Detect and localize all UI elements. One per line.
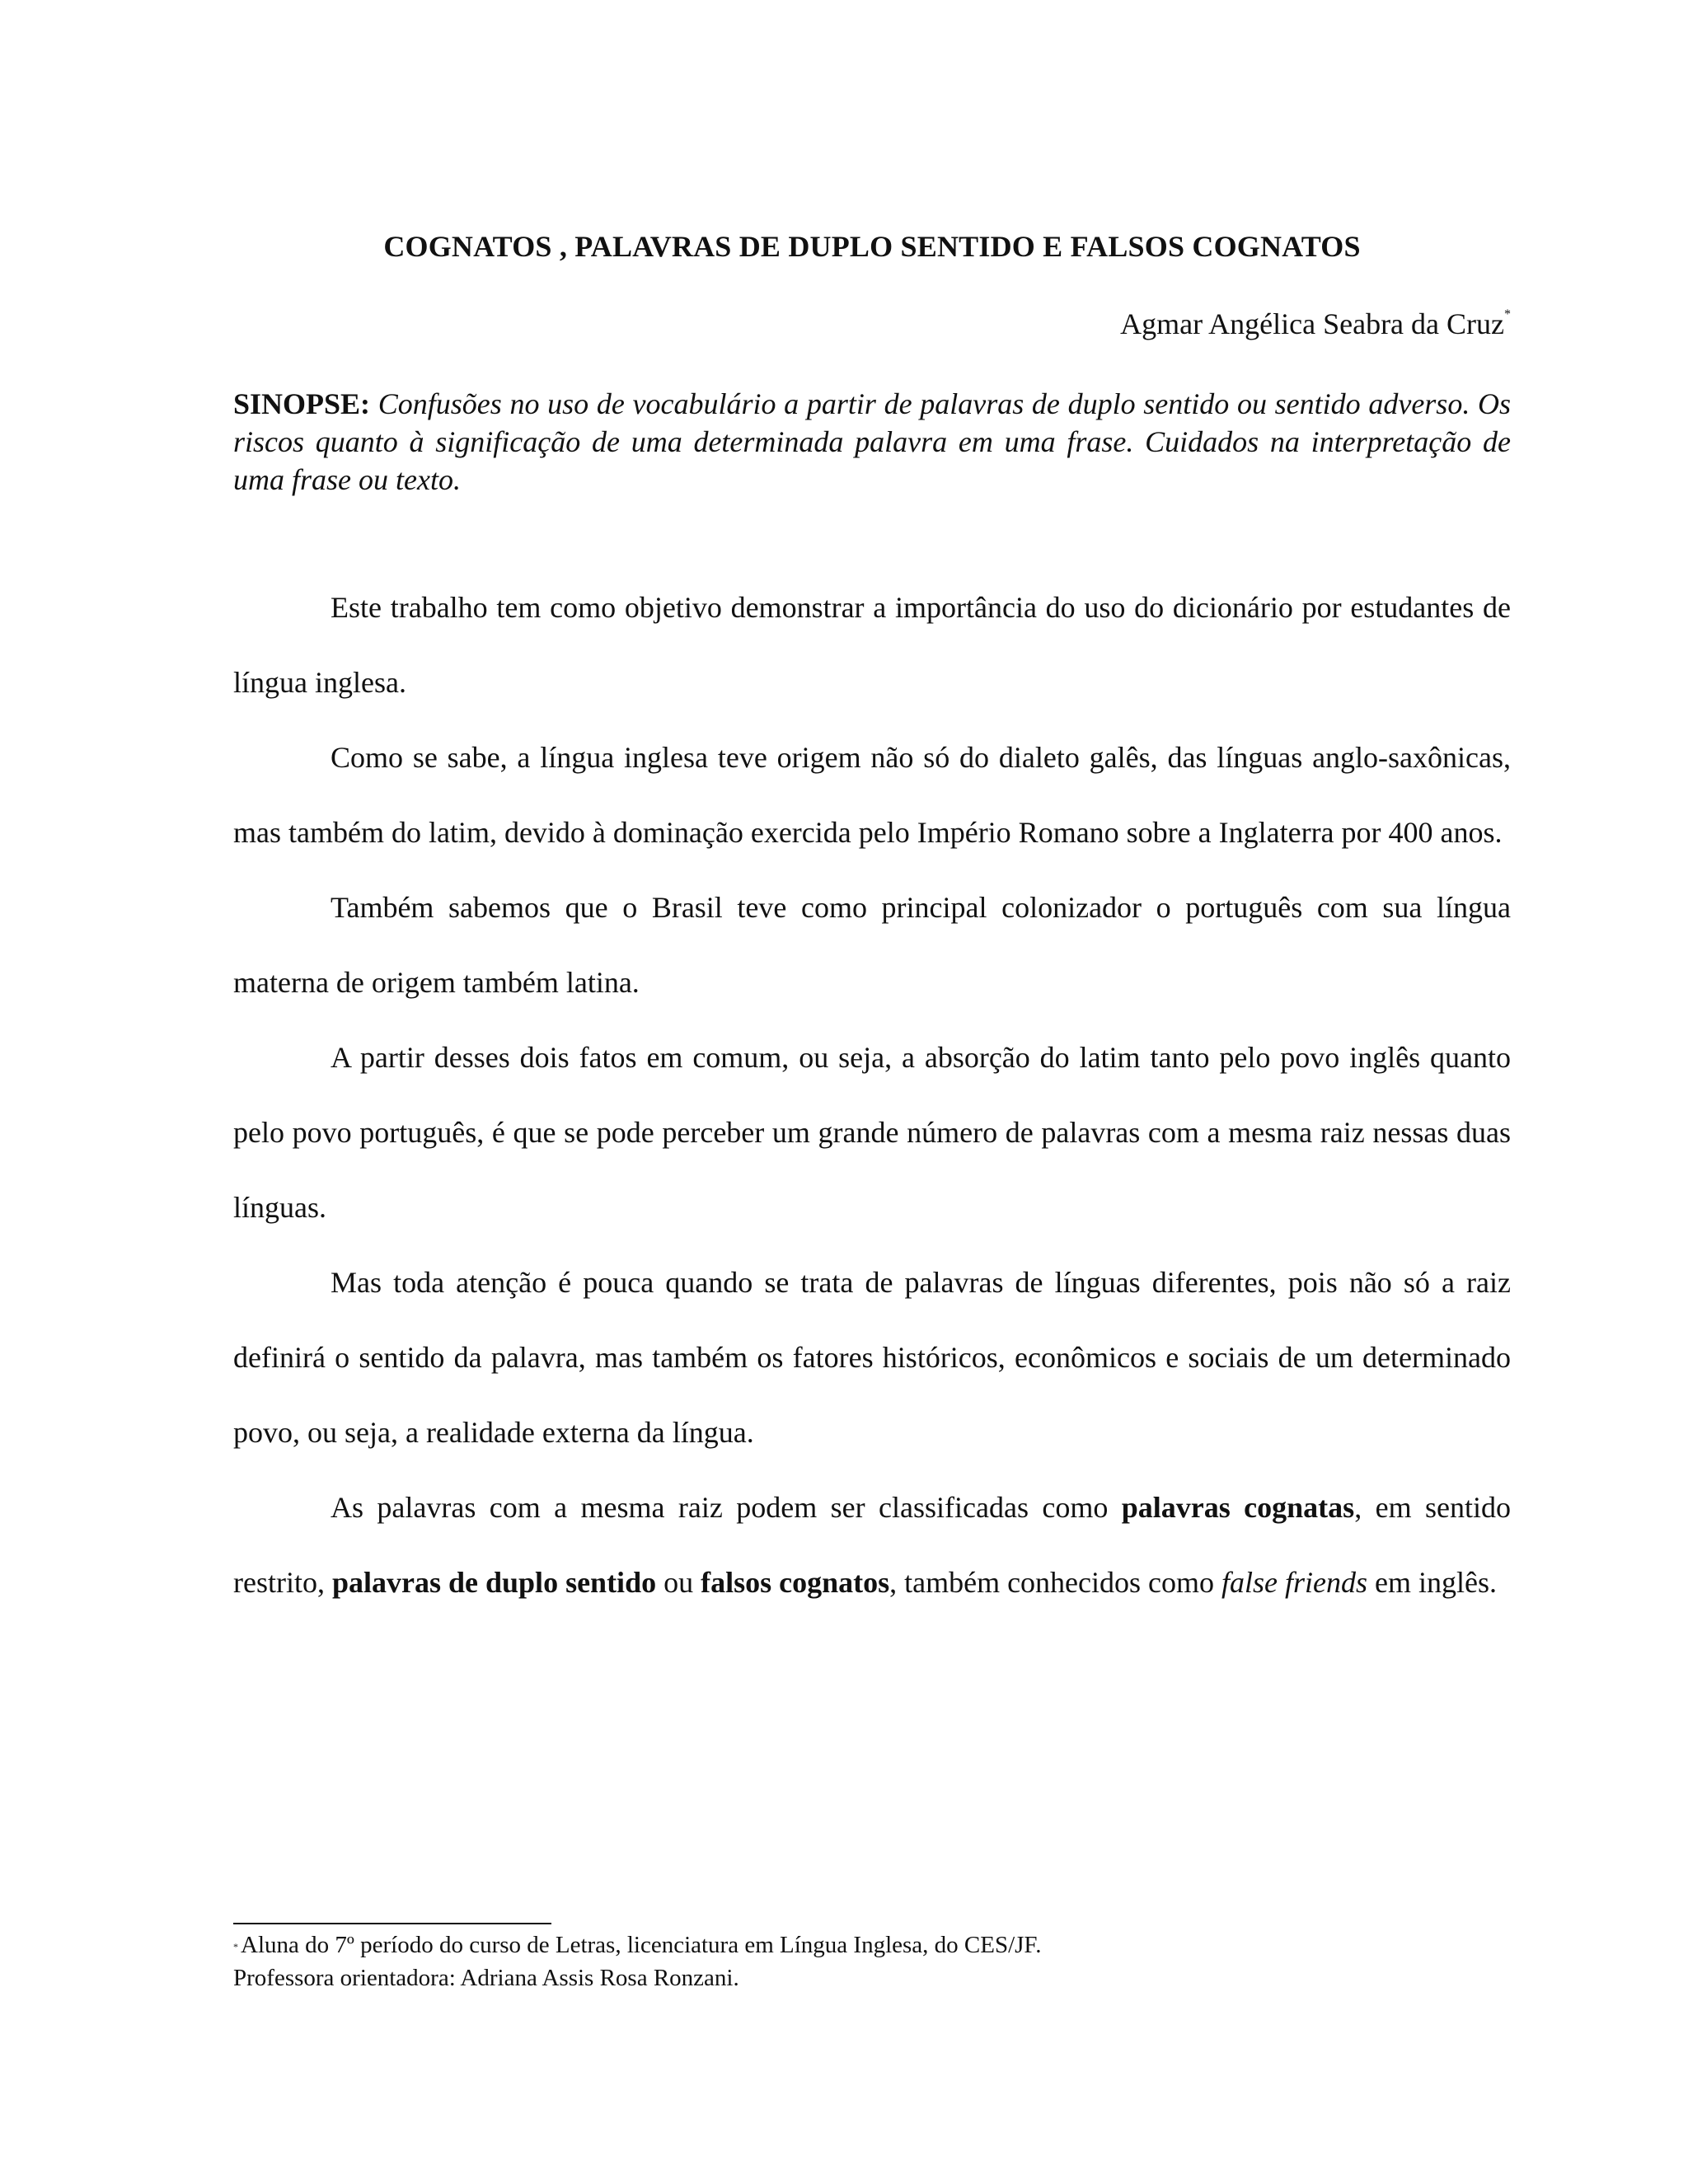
term-palavras-duplo-sentido: palavras de duplo sentido bbox=[331, 1566, 657, 1599]
author-footnote-mark: * bbox=[1504, 307, 1511, 321]
term-palavras-cognatas: palavras cognatas bbox=[1121, 1491, 1355, 1524]
text-segment: , em sentido restrito, bbox=[233, 1491, 1511, 1599]
text-segment: ou bbox=[656, 1566, 701, 1599]
author-name bbox=[1120, 307, 1511, 341]
synopsis bbox=[233, 385, 1511, 499]
paragraph: Como se sabe, a língua inglesa teve origem não só do dialeto galês, das línguas anglo-saxônicas, mas também do latim, devido à dominação exercida pelo Império Romano sobre a Inglaterra por 400 anos. bbox=[233, 741, 1511, 849]
author-text: Agmar Angélica Seabra da Cruz bbox=[1120, 307, 1504, 340]
paragraph-definitions bbox=[233, 1470, 1511, 1620]
synopsis-label: SINOPSE: bbox=[233, 387, 371, 420]
paragraph: Também sabemos que o Brasil teve como principal colonizador o português com sua língua materna de origem também latina. bbox=[233, 891, 1511, 999]
footnote-text-1: Aluna do 7º período do curso de Letras, licenciatura em Língua Inglesa, do CES/JF. bbox=[241, 1932, 1042, 1958]
term-falsos-cognatos: falsos cognatos bbox=[701, 1566, 890, 1599]
text-segment: em inglês. bbox=[1367, 1566, 1497, 1599]
document-title: COGNATOS , PALAVRAS DE DUPLO SENTIDO E FALSOS COGNATOS bbox=[383, 230, 1361, 263]
text-segment: , também conhecidos como bbox=[889, 1566, 1221, 1599]
footnote-mark: * bbox=[233, 1941, 238, 1953]
synopsis-text: Confusões no uso de vocabulário a partir de palavras de duplo sentido ou sentido adverso. Os riscos quanto à significação de uma determinada palavra em uma frase. Cuidados na interpretação de uma frase ou texto. bbox=[233, 387, 1512, 496]
text-segment: As palavras com a mesma raiz podem ser classificadas como bbox=[331, 1491, 1122, 1524]
footnote-line-2: Professora orientadora: Adriana Assis Rosa Ronzani. bbox=[233, 1965, 739, 1992]
footnote-divider bbox=[233, 1923, 551, 1924]
paragraph: Mas toda atenção é pouca quando se trata de palavras de línguas diferentes, pois não só a raiz definirá o sentido da palavra, mas também os fatores históricos, econômicos e sociais de um determinado povo, ou seja, a realidade externa da língua. bbox=[233, 1266, 1511, 1449]
paragraph: A partir desses dois fatos em comum, ou seja, a absorção do latim tanto pelo povo inglês quanto pelo povo português, é que se pode perceber um grande número de palavras com a mesma raiz nessas duas línguas. bbox=[233, 1041, 1511, 1224]
footnotes bbox=[233, 1929, 1511, 1994]
document-page bbox=[233, 0, 1511, 2184]
term-false-friends: false friends bbox=[1221, 1566, 1367, 1599]
footnote-line-1 bbox=[233, 1929, 1511, 1962]
body-text bbox=[233, 570, 1511, 1620]
paragraph: Este trabalho tem como objetivo demonstrar a importância do uso do dicionário por estudantes de língua inglesa. bbox=[233, 591, 1511, 699]
